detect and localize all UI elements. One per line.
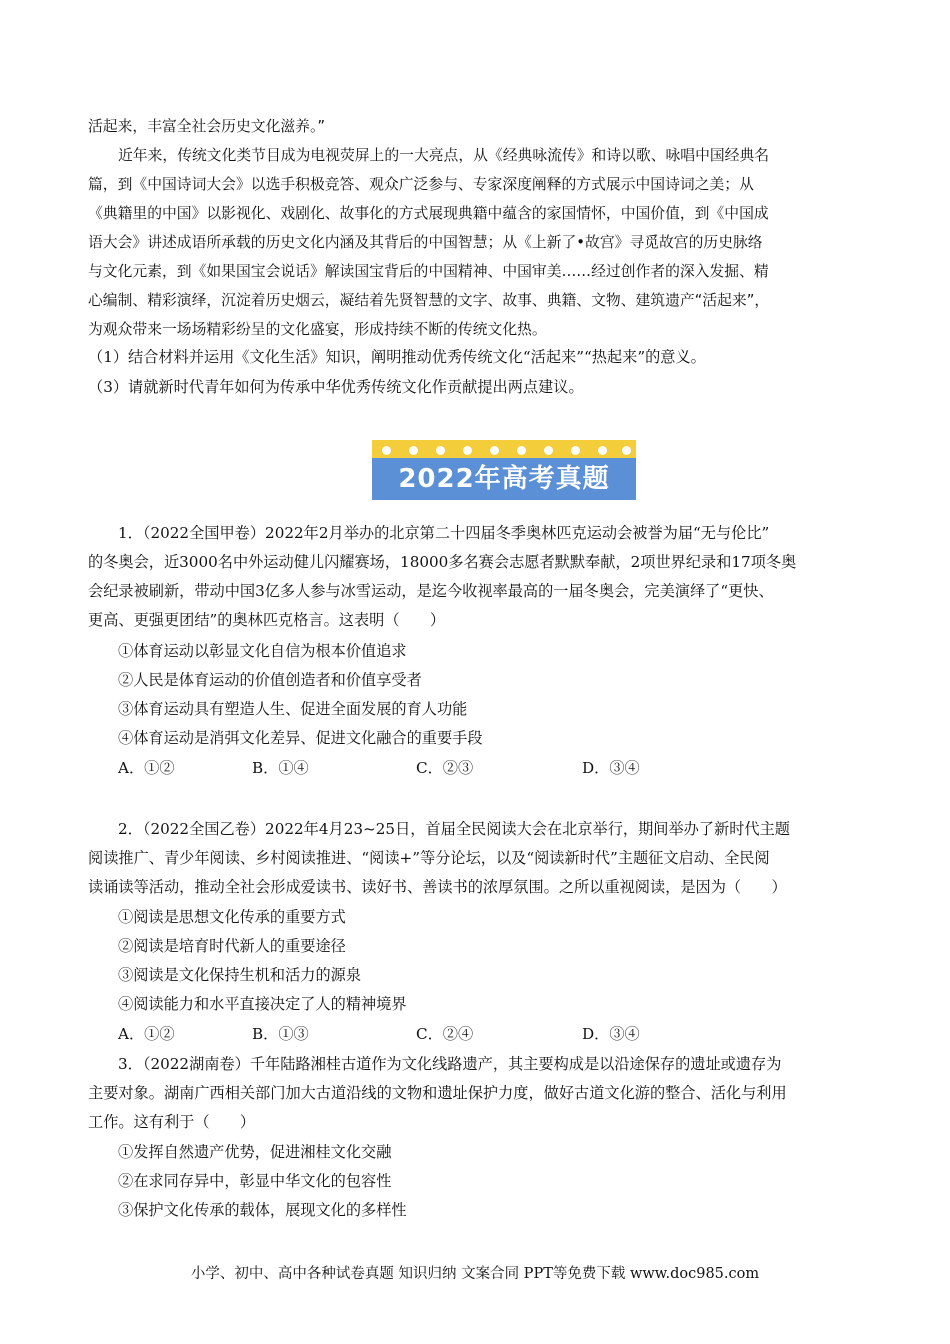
question-3-line: 工作。这有利于（ ） [88,1113,256,1131]
choice-d: D．③④ [582,1025,640,1043]
question-1-line: 更高、更强更团结”的奥林匹克格言。这表明（ ） [88,611,446,629]
question-2-line: 读诵读等活动，推动全社会形成爱读书、读好书、善读书的浓厚氛围。之所以重视阅读，是因为（ ） [88,878,787,896]
question-1-option: ①体育运动以彰显文化自信为根本价值追求 [118,642,407,660]
question-2-choices [118,1020,838,1049]
choice-d: D．③④ [582,759,640,777]
question-3-line: 主要对象。湖南广西相关部门加大古道沿线的文物和遗址保护力度，做好古道文化游的整合、活化与利用 [88,1084,787,1102]
question-2-line: 2．（2022全国乙卷）2022年4月23~25日，首届全民阅读大会在北京举行，期间举办了新时代主题 [118,820,790,838]
banner-dot [409,446,418,455]
section-banner [372,440,636,500]
banner-dot [544,446,553,455]
material-line: 活起来，丰富全社会历史文化滋养。” [88,118,326,135]
choice-b: B．①④ [252,759,309,777]
question-3-option: ①发挥自然遗产优势，促进湘桂文化交融 [118,1143,392,1161]
choice-b: B．①③ [252,1025,309,1043]
material-line: 心编制、精彩演绎，沉淀着历史烟云，凝结着先贤智慧的文字、故事、典籍、文物、建筑遗产“活起来”， [88,292,770,309]
banner-dot [490,446,499,455]
question-2-option: ②阅读是培育时代新人的重要途径 [118,937,346,955]
question-3-option: ②在求同存异中，彰显中华文化的包容性 [118,1172,392,1190]
question-3-option: ③保护文化传承的载体，展现文化的多样性 [118,1201,407,1219]
material-line: 为观众带来一场场精彩纷呈的文化盛宴，形成持续不断的传统文化热。 [88,321,547,338]
question-2-option: ①阅读是思想文化传承的重要方式 [118,908,346,926]
choice-a: A．①② [118,1025,175,1043]
material-line: 《典籍里的中国》以影视化、戏剧化、故事化的方式展现典籍中蕴含的家国情怀，中国价值，到《中国成 [88,205,769,222]
choice-c: C．②④ [416,1025,474,1043]
material-line: 近年来，传统文化类节目成为电视荧屏上的一大亮点，从《经典咏流传》和诗以歌、咏唱中国经典名 [118,147,770,164]
question-1-option: ③体育运动具有塑造人生、促进全面发展的育人功能 [118,700,468,718]
banner-dot [517,446,526,455]
question-2-option: ④阅读能力和水平直接决定了人的精神境界 [118,995,407,1013]
section-title: 2022年高考真题 [398,464,610,494]
question-1-line: 的冬奥会，近3000名中外运动健儿闪耀赛场，18000多名赛会志愿者默默奉献，2项世界纪录和17项冬奥 [88,553,797,571]
choice-a: A．①② [118,759,175,777]
question-1-line: 1．（2022全国甲卷）2022年2月举办的北京第二十四届冬季奥林匹克运动会被誉为届“无与伦比” [118,524,770,542]
material-line: 篇，到《中国诗词大会》以选手积极竞答、观众广泛参与、专家深度阐释的方式展示中国诗词之美；从 [88,176,754,193]
question-prompt: （3）请就新时代青年如何为传承中华优秀传统文化作贡献提出两点建议。 [88,378,584,396]
banner-dot [598,446,607,455]
page-footer: 小学、初中、高中各种试卷真题 知识归纳 文案合同 PPT等免费下载 www.doc985.com [190,1266,760,1282]
question-prompt: （1）结合材料并运用《文化生活》知识，阐明推动优秀传统文化“活起来”“热起来”的意义。 [88,348,706,366]
banner-dot [436,446,445,455]
question-1-option: ②人民是体育运动的价值创造者和价值享受者 [118,671,422,689]
question-1-choices [118,754,838,783]
banner-dot [463,446,472,455]
material-line: 语大会》讲述成语所承载的历史文化内涵及其背后的中国智慧；从《上新了•故宫》寻觅故宫的历史脉络 [88,234,763,251]
banner-dot [571,446,580,455]
question-2-option: ③阅读是文化保持生机和活力的源泉 [118,966,361,984]
question-2-line: 阅读推广、青少年阅读、乡村阅读推进、“阅读+”等分论坛，以及“阅读新时代”主题征文启动、全民阅 [88,849,770,867]
question-1-line: 会纪录被刷新，带动中国3亿多人参与冰雪运动，是迄今收视率最高的一届冬奥会，完美演绎了“更快、 [88,582,774,600]
question-1-option: ④体育运动是消弭文化差异、促进文化融合的重要手段 [118,729,483,747]
question-3-line: 3．（2022湖南卷）千年陆路湘桂古道作为文化线路遗产，其主要构成是以沿途保存的遗址或遗存为 [118,1055,782,1073]
banner-dot [382,446,391,455]
banner-dot [622,446,631,455]
choice-c: C．②③ [416,759,474,777]
material-line: 与文化元素，到《如果国宝会说话》解读国宝背后的中国精神、中国审美……经过创作者的深入发掘、精 [88,263,769,280]
